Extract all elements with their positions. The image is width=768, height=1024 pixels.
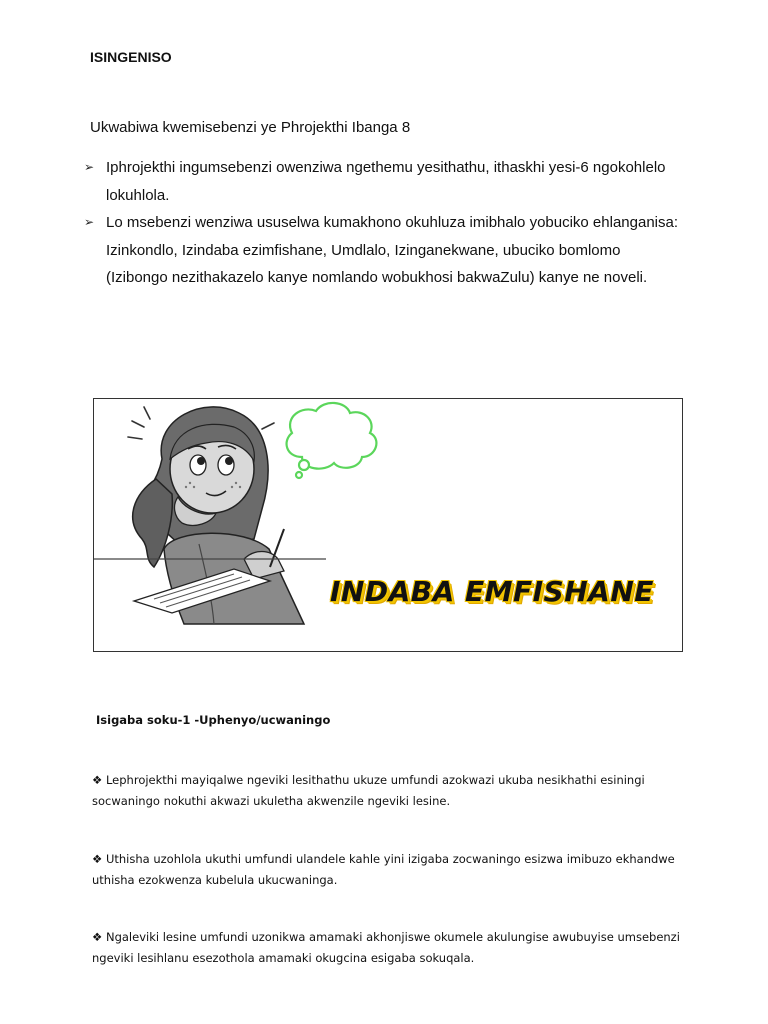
- bullet-text: Iphrojekthi ingumsebenzi owenziwa ngethemu yesithathu, ithaskhi yesi-6 ngokohlelo lokuhlola.: [106, 159, 666, 204]
- bullet-item: [84, 209, 684, 292]
- paragraph-text: Lephrojekthi mayiqalwe ngeviki lesithathu ukuze umfundi azokwazi ukuba nesikhathi esiningi socwaningo nokuthi akwazi ukuletha akwenzile ngeviki lesine.: [92, 773, 645, 808]
- arrow-bullet-icon: ➢: [84, 160, 95, 174]
- bullet-item: [84, 154, 684, 209]
- thought-bubble-icon: [287, 403, 377, 478]
- stage-title: Isigaba soku-1 -Uphenyo/ucwaningo: [96, 713, 331, 727]
- stage-paragraph: [92, 927, 712, 969]
- girl-thinking-illustration: [94, 399, 682, 651]
- paragraph-text: Uthisha uzohlola ukuthi umfundi ulandele kahle yini izigaba zocwaningo esizwa imibuzo ekhandwe uthisha ezokwenza kubelula ukucwaninga.: [92, 852, 675, 887]
- diamond-bullet-icon: ❖: [92, 852, 103, 866]
- intro-line: Ukwabiwa kwemisebenzi ye Phrojekthi Ibanga 8: [90, 119, 411, 136]
- arrow-bullet-icon: ➢: [84, 215, 95, 229]
- banner-title: INDABA EMFISHANE: [330, 575, 654, 608]
- diamond-bullet-icon: ❖: [92, 930, 103, 944]
- paragraph-text: Ngaleviki lesine umfundi uzonikwa amamaki akhonjiswe okumele akulungise awubuyise umsebenzi ngeviki lesihlanu esezothola amamaki okugcina esigaba sokuqala.: [92, 930, 680, 965]
- diamond-bullet-icon: ❖: [92, 773, 103, 787]
- stage-paragraph: [92, 770, 712, 812]
- bullet-list: [84, 154, 684, 292]
- stage-paragraph: [92, 849, 712, 891]
- document-heading: ISINGENISO: [90, 49, 172, 65]
- illustration-figure: [93, 398, 683, 652]
- bullet-text: Lo msebenzi wenziwa ususelwa kumakhono okuhluza imibhalo yobuciko ehlanganisa: Izinkondlo, Izindaba ezimfishane, Umdlalo, Izinganekwane, ubuciko bomlomo (Izibongo nezithakazelo kanye nomlando wobukhosi bakwaZulu) kanye ne noveli.: [106, 214, 679, 286]
